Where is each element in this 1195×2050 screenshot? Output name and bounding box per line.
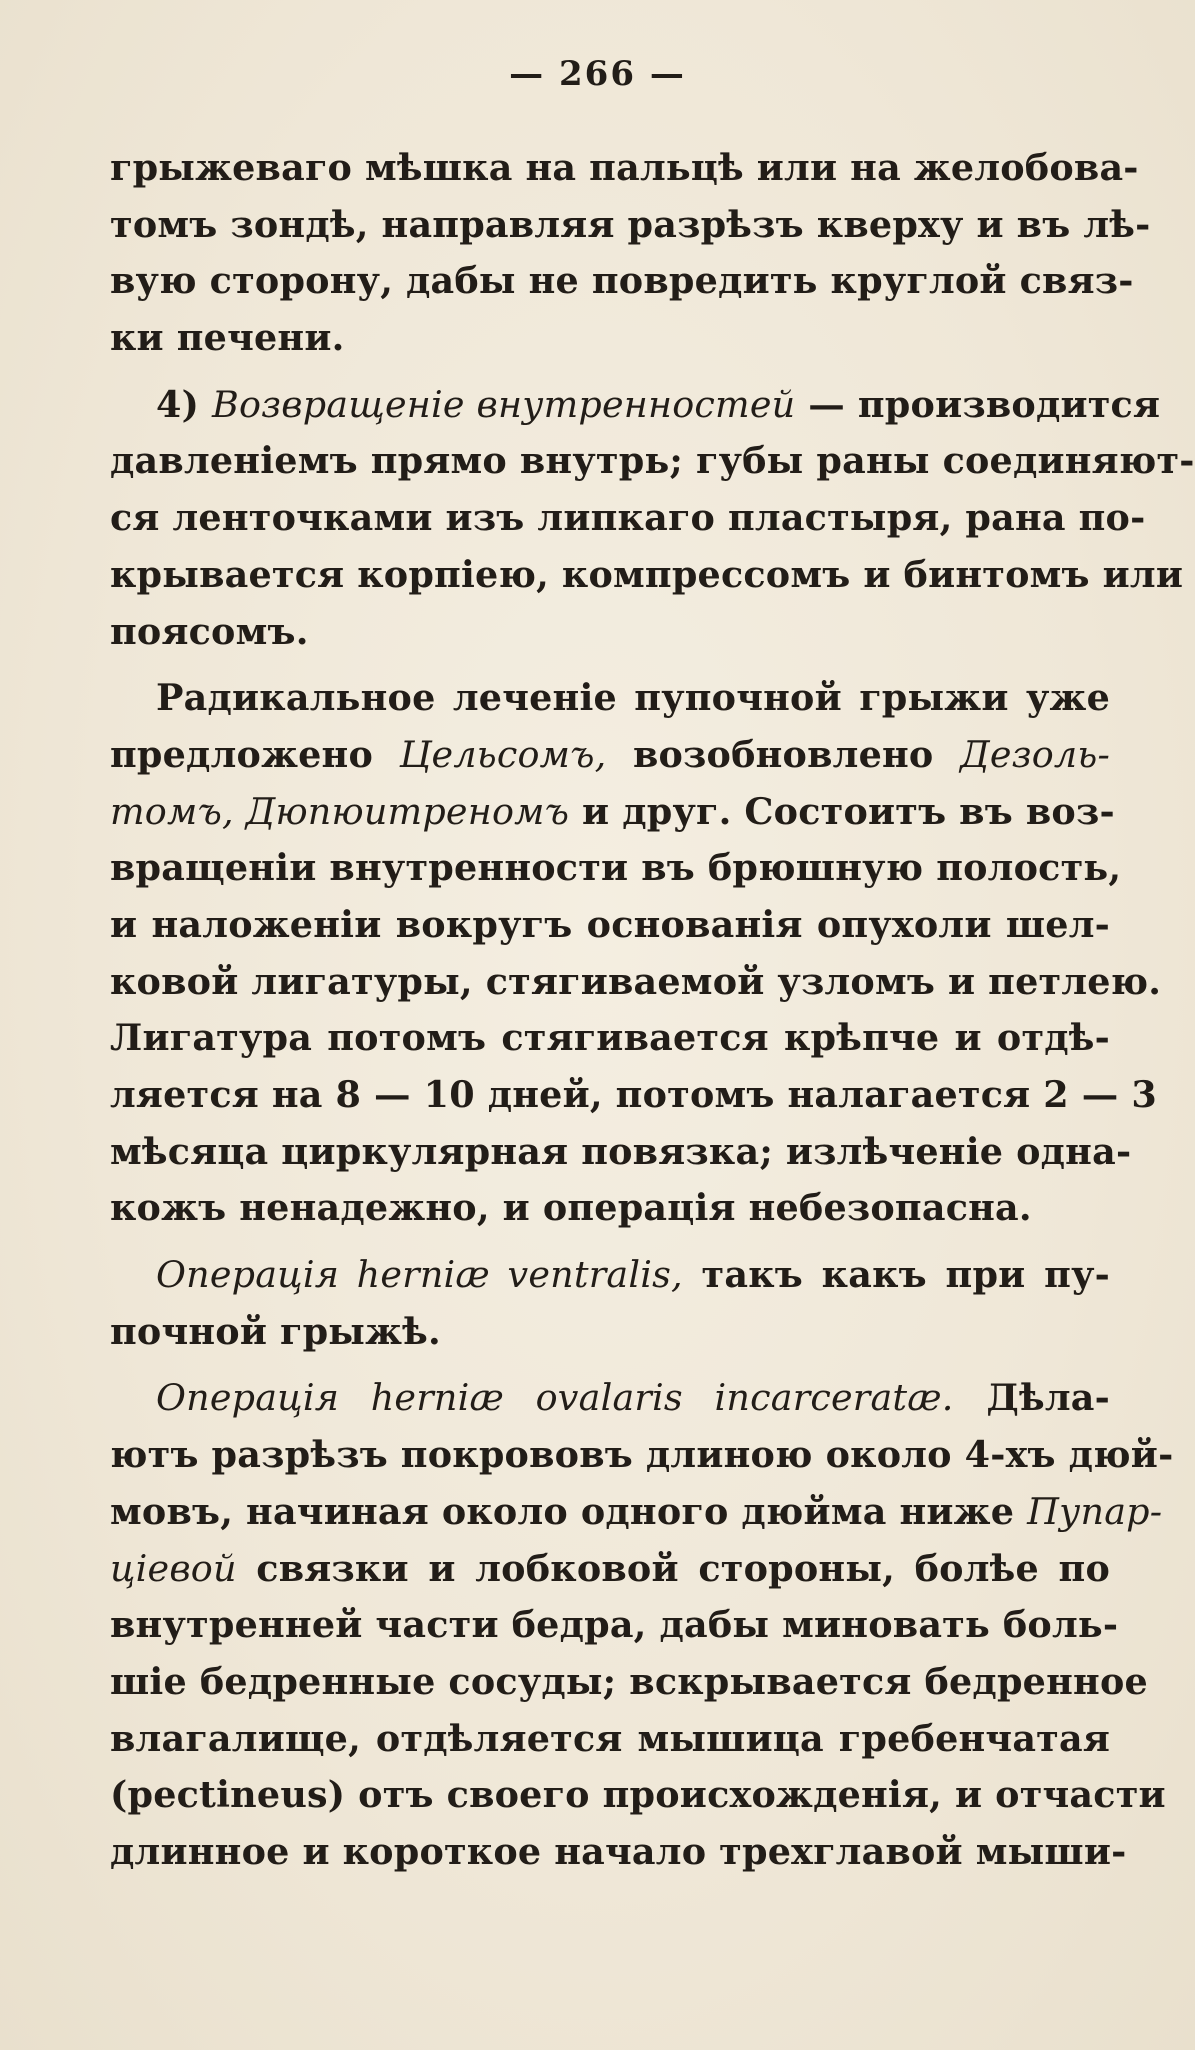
text-span: — производится — [795, 382, 1161, 426]
text-line: ляется на 8 — 10 дней, потомъ налагается 2 — 3 — [110, 1073, 1157, 1116]
text-line: томъ зондѣ, направляя разрѣзъ кверху и въ лѣ- — [110, 202, 1151, 246]
italic-text: Операція herniæ ventralis, — [156, 1253, 683, 1297]
italic-text: томъ, Дюпюитреномъ — [110, 789, 570, 833]
text-line: влагалище, отдѣляется мышица гребенчатая — [110, 1716, 1110, 1760]
text-span: такъ какъ при пу- — [682, 1253, 1110, 1297]
text-line: внутренней части бедра, дабы миновать боль- — [110, 1603, 1119, 1647]
italic-text: Дезоль- — [959, 732, 1110, 776]
paragraph-gap — [110, 367, 1110, 377]
text-line — [110, 1541, 1110, 1598]
text-line: Радикальное леченіе пупочной грыжи уже — [156, 676, 1110, 720]
paragraph — [110, 670, 1162, 1237]
text-span: предложено — [110, 732, 400, 776]
text-span: 4) — [156, 382, 212, 426]
text-line: ки печени. — [110, 316, 345, 360]
paragraph — [110, 1370, 1174, 1880]
text-span: возобновлено — [606, 732, 960, 776]
text-line: ютъ разрѣзъ покрововъ длиною около 4-хъ дюй- — [110, 1433, 1174, 1477]
text-line: давленіемъ прямо внутрь; губы раны соединяют- — [110, 439, 1195, 483]
text-line: (pectineus) отъ своего происхожденія, и отчасти — [110, 1773, 1166, 1817]
text-line: и наложеніи вокругъ основанія опухоли шел- — [110, 902, 1110, 946]
text-line: шіе бедренные сосуды; вскрывается бедренное — [110, 1659, 1148, 1703]
italic-text: ціевой — [110, 1546, 237, 1590]
paragraph-gap — [110, 1360, 1110, 1370]
text-line: грыжеваго мѣшка на пальцѣ или на желобова- — [110, 146, 1139, 189]
text-line: крывается корпіею, компрессомъ и бинтомъ или — [110, 552, 1184, 596]
page-number: — 266 — — [509, 54, 686, 94]
text-line: ся ленточками изъ липкаго пластыря, рана по- — [110, 496, 1146, 540]
paragraph-gap — [110, 660, 1110, 670]
text-span: Дѣла- — [953, 1376, 1111, 1420]
text-line — [110, 1484, 1163, 1541]
text-line — [110, 1247, 1110, 1304]
paragraph — [110, 1247, 1110, 1360]
text-line: почной грыжѣ. — [110, 1309, 441, 1353]
text-line: Лигатура потомъ стягивается крѣпче и отдѣ- — [110, 1016, 1110, 1060]
text-line: длинное и короткое начало трехглавой мыши- — [110, 1829, 1127, 1873]
text-span: мовъ, начиная около одного дюйма ниже — [110, 1489, 1028, 1533]
italic-text: Операція herniæ ovalaris incarceratæ. — [156, 1376, 954, 1420]
text-line — [110, 727, 1110, 784]
text-line: кожъ ненадежно, и операція небезопасна. — [110, 1186, 1032, 1230]
paragraph — [110, 377, 1195, 660]
text-span: связки и лобковой стороны, болѣе по — [236, 1546, 1110, 1590]
text-line — [110, 377, 1161, 434]
text-span: и друг. Состоитъ въ воз- — [569, 789, 1115, 833]
italic-text: Пупар- — [1027, 1489, 1163, 1533]
text-line: мѣсяца циркулярная повязка; излѣченіе одна- — [110, 1129, 1132, 1173]
text-line: поясомъ. — [110, 609, 309, 653]
italic-text: Возвращеніе внутренностей — [211, 382, 796, 426]
italic-text: Цельсомъ, — [399, 732, 607, 776]
paragraph-gap — [110, 1237, 1110, 1247]
text-line: вую сторону, дабы не повредить круглой связ- — [110, 259, 1134, 303]
text-line: вращеніи внутренности въ брюшную полость, — [110, 846, 1122, 890]
text-line — [110, 784, 1115, 841]
body-text — [110, 140, 1195, 1881]
text-line: ковой лигатуры, стягиваемой узломъ и петлею. — [110, 959, 1162, 1003]
text-line — [110, 1370, 1110, 1427]
paragraph — [110, 140, 1151, 367]
